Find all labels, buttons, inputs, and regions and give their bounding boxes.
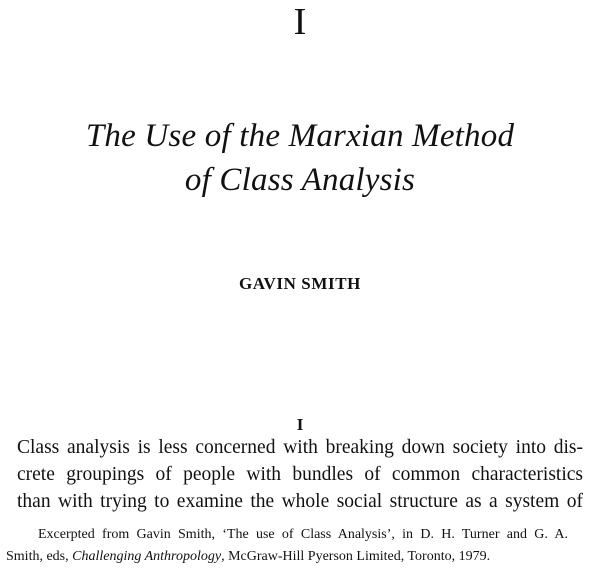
- footnote-book-title: Challenging Anthropology: [72, 549, 222, 564]
- section-number: I: [296, 415, 304, 434]
- footnote: [6, 524, 568, 568]
- body-line-1: Class analysis is less concerned with breaking down society into dis-: [17, 437, 583, 458]
- chapter-title-line-1: The Use of the Marxian Method: [85, 118, 515, 154]
- footnote-line-1: Excerpted from Gavin Smith, ‘The use of Class Analysis’, in D. H. Turner and G. A.: [38, 527, 568, 542]
- body-paragraph: [17, 434, 583, 515]
- author-name: GAVIN SMITH: [238, 274, 361, 293]
- body-line-3: than with trying to examine the whole social structure as a system of: [17, 491, 583, 512]
- chapter-number: I: [293, 1, 307, 43]
- footnote-citation-suffix: , McGraw-Hill Pyerson Limited, Toronto, 1979.: [221, 549, 491, 564]
- chapter-title-line-2: of Class Analysis: [184, 162, 416, 198]
- footnote-line-2: [6, 546, 568, 568]
- chapter-title: [0, 114, 600, 202]
- footnote-citation-prefix: Smith, eds,: [6, 549, 73, 564]
- body-line-2: crete groupings of people with bundles of common characteristics: [17, 464, 583, 485]
